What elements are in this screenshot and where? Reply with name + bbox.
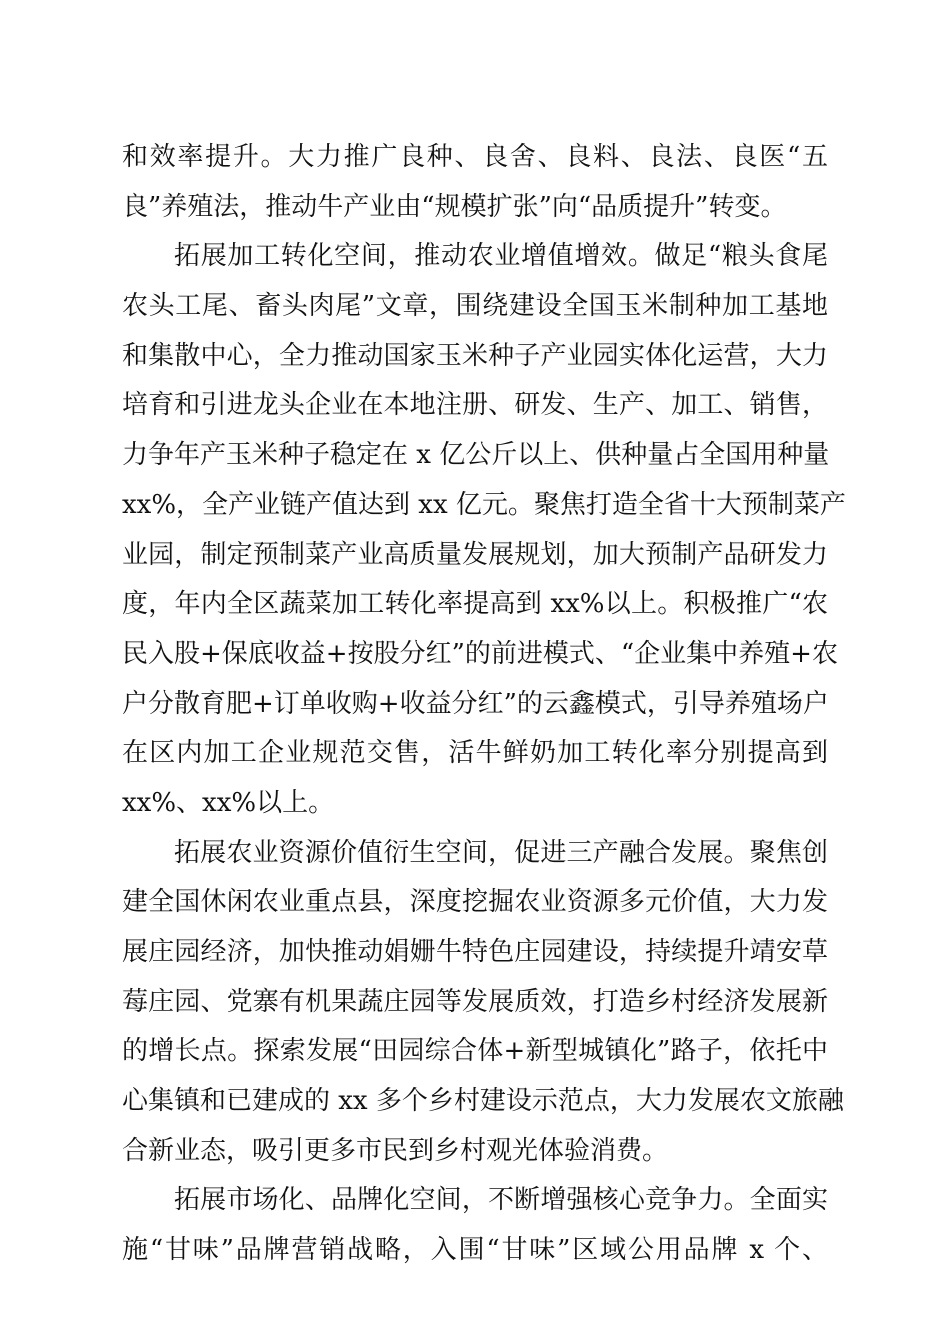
text-line: xx%，全产业链产值达到 xx 亿元。聚焦打造全省十大预制菜产 xyxy=(122,489,846,520)
paragraph-market xyxy=(122,1176,828,1275)
text-line: 民入股+保底收益+按股分红”的前进模式、“企业集中养殖+农 xyxy=(122,638,838,669)
text-line: 拓展农业资源价值衍生空间，促进三产融合发展。聚焦创 xyxy=(174,837,828,868)
text-line: 力争年产玉米种子稳定在 x 亿公斤以上、供种量占全国用种量 xyxy=(122,440,830,471)
text-line: 和效率提升。大力推广良种、良舍、良料、良法、良医“五 xyxy=(122,142,828,172)
text-line: 良”养殖法，推动牛产业由“规模扩张”向“品质提升”转变。 xyxy=(122,191,787,222)
text-line: 拓展加工转化空间，推动农业增值增效。做足“粮头食尾 xyxy=(174,241,828,272)
paragraph-processing xyxy=(122,232,846,828)
text-line: 在区内加工企业规范交售，活牛鲜奶加工转化率分别提高到 xyxy=(122,738,828,769)
text-line: 培育和引进龙头企业在本地注册、研发、生产、加工、销售， xyxy=(122,390,828,421)
document-body xyxy=(122,133,846,1276)
text-line: 度，年内全区蔬菜加工转化率提高到 xx%以上。积极推广“农 xyxy=(122,589,828,620)
text-line: xx%、xx%以上。 xyxy=(122,787,335,818)
text-line: 农头工尾、畜头肉尾”文章，围绕建设全国玉米制种加工基地 xyxy=(122,291,828,322)
text-line: 的增长点。探索发展“田园综合体+新型城镇化”路子，依托中 xyxy=(122,1036,828,1067)
text-line: 和集散中心，全力推动国家玉米种子产业园实体化运营，大力 xyxy=(122,340,828,371)
text-line: 心集镇和已建成的 xx 多个乡村建设示范点，大力发展农文旅融 xyxy=(122,1086,844,1117)
text-line: 业园，制定预制菜产业高质量发展规划，加大预制产品研发力 xyxy=(122,539,828,570)
text-line: 合新业态，吸引更多市民到乡村观光体验消费。 xyxy=(122,1135,669,1166)
text-line: 建全国休闲农业重点县，深度挖掘农业资源多元价值，大力发 xyxy=(122,887,828,918)
text-line: 户分散育肥+订单收购+收益分红”的云鑫模式，引导养殖场户 xyxy=(122,688,829,719)
text-line: 莓庄园、党寨有机果蔬庄园等发展质效，打造乡村经济发展新 xyxy=(122,986,828,1017)
paragraph-value xyxy=(122,829,844,1177)
text-line: 拓展市场化、品牌化空间，不断增强核心竞争力。全面实 xyxy=(174,1185,828,1216)
text-line: 施“甘味”品牌营销战略，入围“甘味”区域公用品牌 x 个、 xyxy=(122,1235,828,1266)
paragraph-continued xyxy=(122,133,828,232)
text-line: 展庄园经济，加快推动娟姗牛特色庄园建设，持续提升靖安草 xyxy=(122,937,828,967)
